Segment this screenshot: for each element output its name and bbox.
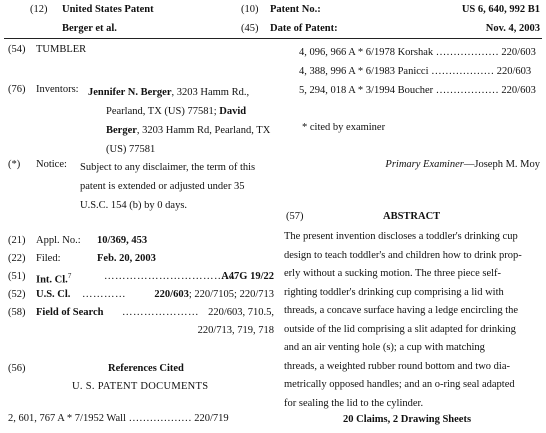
intcl-leader: ……………………………… [104,271,236,282]
us-patent-documents-heading: U. S. PATENT DOCUMENTS [72,381,209,392]
abstract-line: outside of the lid comprising a slit adapted for drinking [284,323,516,335]
inventor-address-2b: (US) 77581 [106,144,156,155]
abstract-line: The present invention discloses a toddler's drinking cup [284,231,518,242]
intcl-label [36,270,71,287]
patent-number-label: Patent No.: [270,4,321,15]
uscl-values [154,288,274,301]
filed-date: Feb. 20, 2003 [97,253,156,264]
header-rule [4,38,542,39]
header-country-title: United States Patent [62,4,154,15]
reference-row: 2, 601, 767 A * 7/1952 Wall ……………… 220/719 [8,413,229,424]
abstract-line: and an air venting hole (s); a cup with matching [284,342,485,353]
notice-line: U.S.C. 154 (b) by 0 days. [80,200,188,211]
intcl-superscript: 7 [67,272,72,280]
appl-label: Appl. No.: [36,235,81,246]
abstract-line: design to teach toddler's and children how to drink prop- [284,249,522,261]
primary-examiner [385,158,540,171]
cited-by-examiner-note: * cited by examiner [302,122,386,133]
appl-code: (21) [8,235,26,246]
inventors-label: Inventors: [36,84,79,95]
abstract-code: (57) [286,211,304,222]
reference-row: 4, 096, 966 A * 6/1978 Korshak ……………… 220/603 [299,47,536,58]
inventors-code: (76) [8,84,26,95]
appl-number: 10/369, 453 [97,235,148,246]
abstract-line: righting toddler's drinking cup comprising a lid with [284,286,504,298]
abstract-line: threads, a concave surface having a ledge encircling the [284,305,519,316]
filed-label: Filed: [36,253,61,264]
notice-label: Notice: [36,159,67,170]
inventor-name-1: Jennifer N. Berger [88,87,172,98]
uscl-secondary: ; 220/7105; 220/713 [188,289,274,300]
abstract-body [284,228,540,413]
uscl-primary: 220/603 [154,289,189,300]
intcl-code: (51) [8,271,26,282]
abstract-line: threads, a weighted rubber round bottom and two dia- [284,360,510,372]
abstract-line: for sealing the lid to the cylinder. [284,397,424,409]
refs-code: (56) [8,363,26,374]
claims-and-sheets: 20 Claims, 2 Drawing Sheets [343,414,472,425]
uscl-code: (52) [8,289,26,300]
primary-examiner-label: Primary Examiner [385,159,464,170]
abstract-heading: ABSTRACT [383,211,441,222]
filed-code: (22) [8,253,26,264]
reference-row: 5, 294, 018 A * 3/1994 Boucher ……………… 220/603 [299,85,536,96]
title-code: (54) [8,44,26,55]
notice-line: Subject to any disclaimer, the term of this [80,162,256,173]
fos-line-1: 220/603, 710.5, [208,307,274,318]
fos-code: (58) [8,307,26,318]
references-cited-heading: References Cited [108,363,184,374]
date-of-patent-value: Nov. 4, 2003 [485,23,540,34]
reference-row: 4, 388, 996 A * 6/1983 Panicci ……………… 220/603 [299,66,532,77]
abstract-line: erly without a sucking motion. The three piece self- [284,268,502,279]
references-continued [299,43,536,100]
header-code-45: (45) [241,23,259,34]
primary-examiner-name: —Joseph M. Moy [463,159,540,170]
fos-leader: ………………… [122,307,199,318]
inventor-address-1b: Pearland, TX (US) 77581; [106,106,220,117]
header-code-12: (12) [30,4,48,15]
patent-number-value: US 6, 640, 992 B1 [461,4,540,15]
intcl-label-text: Int. Cl. [36,274,68,286]
fos-line-2: 220/713, 719, 718 [197,325,274,336]
notice-line: patent is extended or adjusted under 35 [80,181,245,192]
header-code-10: (10) [241,4,259,15]
notice-text [80,158,255,215]
intcl-value: A47G 19/22 [221,271,274,282]
uscl-label: U.S. Cl. [36,289,71,300]
header-author: Berger et al. [62,23,117,34]
uscl-leader: ………… [82,289,126,300]
invention-title: TUMBLER [36,44,87,55]
inventor-name-2a: David [219,106,247,117]
inventor-address-2: , 3203 Hamm Rd, Pearland, TX [136,125,271,136]
date-of-patent-label: Date of Patent: [270,23,338,34]
inventors-block [88,83,270,159]
abstract-line: metrically opposed handles; and an o-ring seal adapted [284,379,515,390]
fos-label: Field of Search [36,307,104,318]
inventor-name-2b: Berger [106,125,137,136]
notice-code: (*) [8,159,21,170]
inventor-address-1: , 3203 Hamm Rd., [171,87,250,98]
